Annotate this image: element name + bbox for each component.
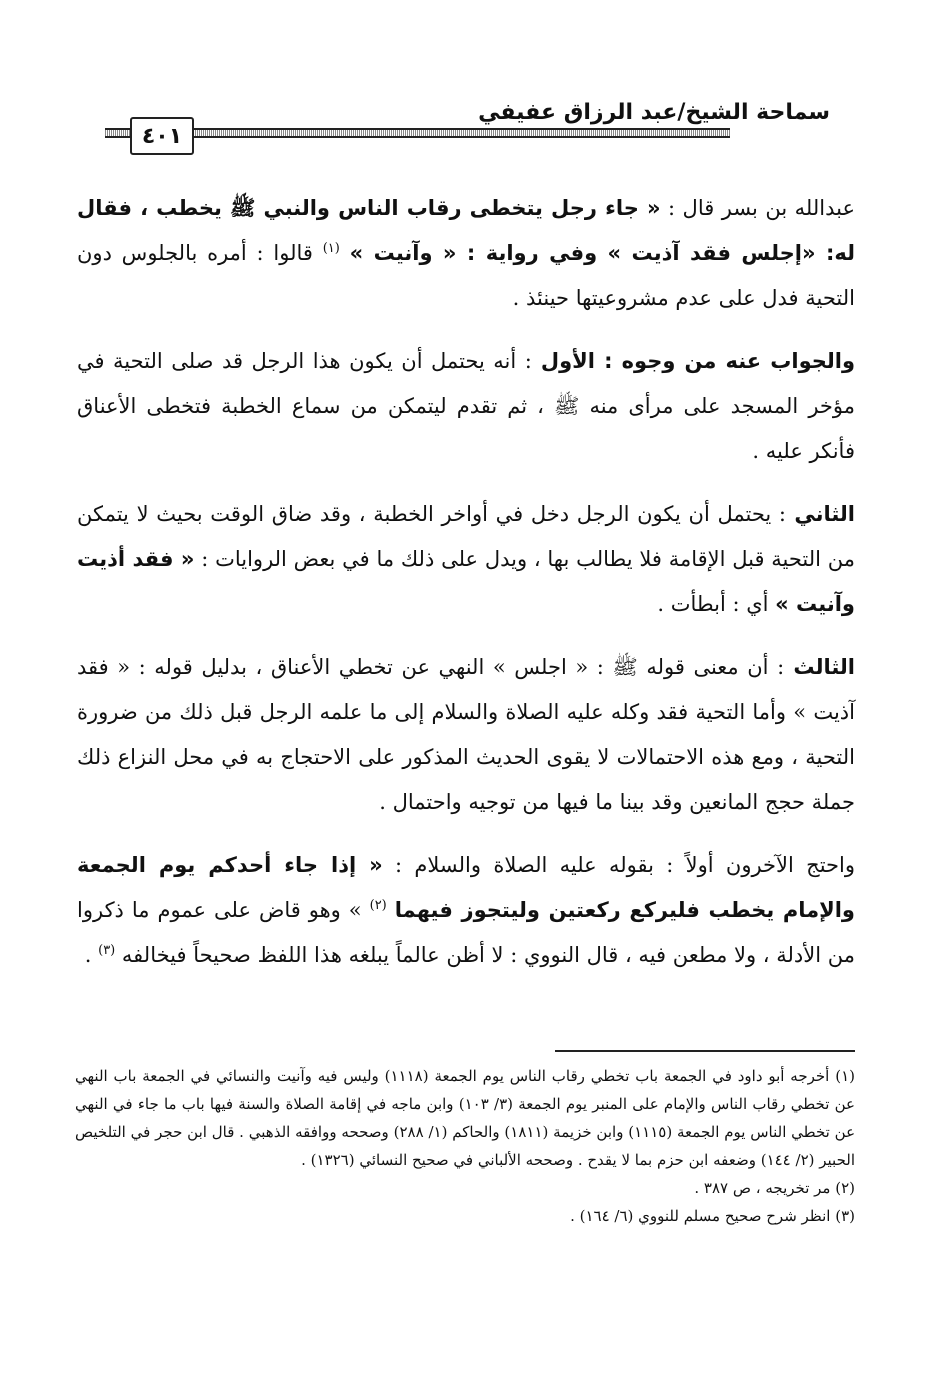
- footnote-separator: [555, 1050, 855, 1052]
- footnote-ref: (٣): [98, 943, 116, 958]
- paragraph-4: [77, 645, 855, 825]
- footnote-1: (١) أخرجه أبو داود في الجمعة باب تخطي رقاب الناس يوم الجمعة (١١١٨) وليس فيه وآنيت والنسائي في الجمعة باب النهي عن تخطي رقاب الناس والإمام على المنبر يوم الجمعة (٣/ ١٠٣) وابن ماجه في إقامة الصلاة والسنة فيها باب ما جاء في النهي عن تخطي الناس يوم الجمعة (١١١٥) وابن خزيمة (١٨١١) والحاكم (١/ ٢٨٨) وصححه ووافقه الذهبي . قال ابن حجر في التلخيص الحبير (٢/ ١٤٤) وضعفه ابن حزم بما لا يقدح . وصححه الألباني في صحيح النسائي (١٣٢٦) .: [75, 1067, 856, 1169]
- bold-text-run: الثاني: [786, 502, 856, 526]
- text-run: : أنه يحتمل أن يكون هذا الرجل قد صلى التحية في مؤخر المسجد على مرأى منه ﷺ ، ثم تقدم ليتمكن من سماع الخطبة فتخطى الأعناق فأنكر عليه .: [77, 349, 855, 463]
- bold-text-run: « إذا جاء أحدكم يوم الجمعة والإمام يخطب فليركع ركعتين وليتجوز فيهما: [77, 853, 855, 922]
- main-text: [77, 186, 855, 996]
- text-run: واحتج الآخرون أولاً : بقوله عليه الصلاة والسلام :: [382, 853, 856, 877]
- footnote-ref: (٢): [369, 898, 387, 913]
- text-run: عبدالله بن بسر قال :: [660, 196, 855, 220]
- text-run: » وهو قاض على عموم ما ذكروا من الأدلة ، ولا مطعن فيه ، قال النووي : لا أظن عالماً يبلغه هذا اللفظ صحيحاً فيخالفه: [77, 898, 855, 967]
- paragraph-3: [77, 492, 855, 627]
- footnote-3: (٣) انظر شرح صحيح مسلم للنووي (٦/ ١٦٤) .: [570, 1207, 855, 1225]
- bold-text-run: الثالث: [784, 655, 855, 679]
- footnote-2: (٢) مر تخريجه ، ص ٣٨٧ .: [694, 1179, 855, 1197]
- bold-text-run: « جاء رجل يتخطى رقاب الناس والنبي ﷺ يخطب ، فقال له: «إجلس فقد آذيت » وفي رواية : « وآنيت »: [77, 196, 855, 265]
- text-run: أي : أبطأت .: [657, 592, 776, 616]
- page-number: ٤٠١: [130, 117, 194, 155]
- text-run: [387, 898, 395, 922]
- header-rule: [105, 128, 730, 138]
- paragraph-1: [77, 186, 855, 321]
- bold-text-run: والجواب عنه من وجوه : الأول: [531, 349, 856, 373]
- text-run: [340, 241, 350, 265]
- paragraph-2: [77, 339, 855, 474]
- text-run: قالوا : أمره بالجلوس دون التحية فدل على عدم مشروعيتها حينئذ .: [77, 241, 855, 310]
- paragraph-5: [77, 843, 855, 978]
- running-header-title: سماحة الشيخ/عبد الرزاق عفيفي: [478, 100, 830, 125]
- text-run: : أن معنى قوله ﷺ : « اجلس » النهي عن تخطي الأعناق ، بدليل قوله : « فقد آذيت » وأما التحية فقد وكله عليه الصلاة والسلام إلى ما علمه الرجل قبل ذلك من ضرورة التحية ، ومع هذه الاحتمالات لا يقوى الحديث المذكور على الاحتجاج به في محل النزاع ذلك جملة حجج المانعين وقد بينا ما فيها من توجيه واحتمال .: [77, 655, 855, 814]
- text-run: .: [84, 943, 99, 967]
- bold-text-run: « فقد أذيت وآنيت »: [77, 547, 855, 616]
- text-run: : يحتمل أن يكون الرجل دخل في أواخر الخطبة ، وقد ضاق الوقت بحيث لا يتمكن من التحية قبل الإقامة فلا يطالب بها ، ويدل على ذلك ما في بعض الروايات :: [77, 502, 855, 571]
- footnotes: [75, 1062, 855, 1230]
- footnote-ref: (١): [322, 241, 340, 256]
